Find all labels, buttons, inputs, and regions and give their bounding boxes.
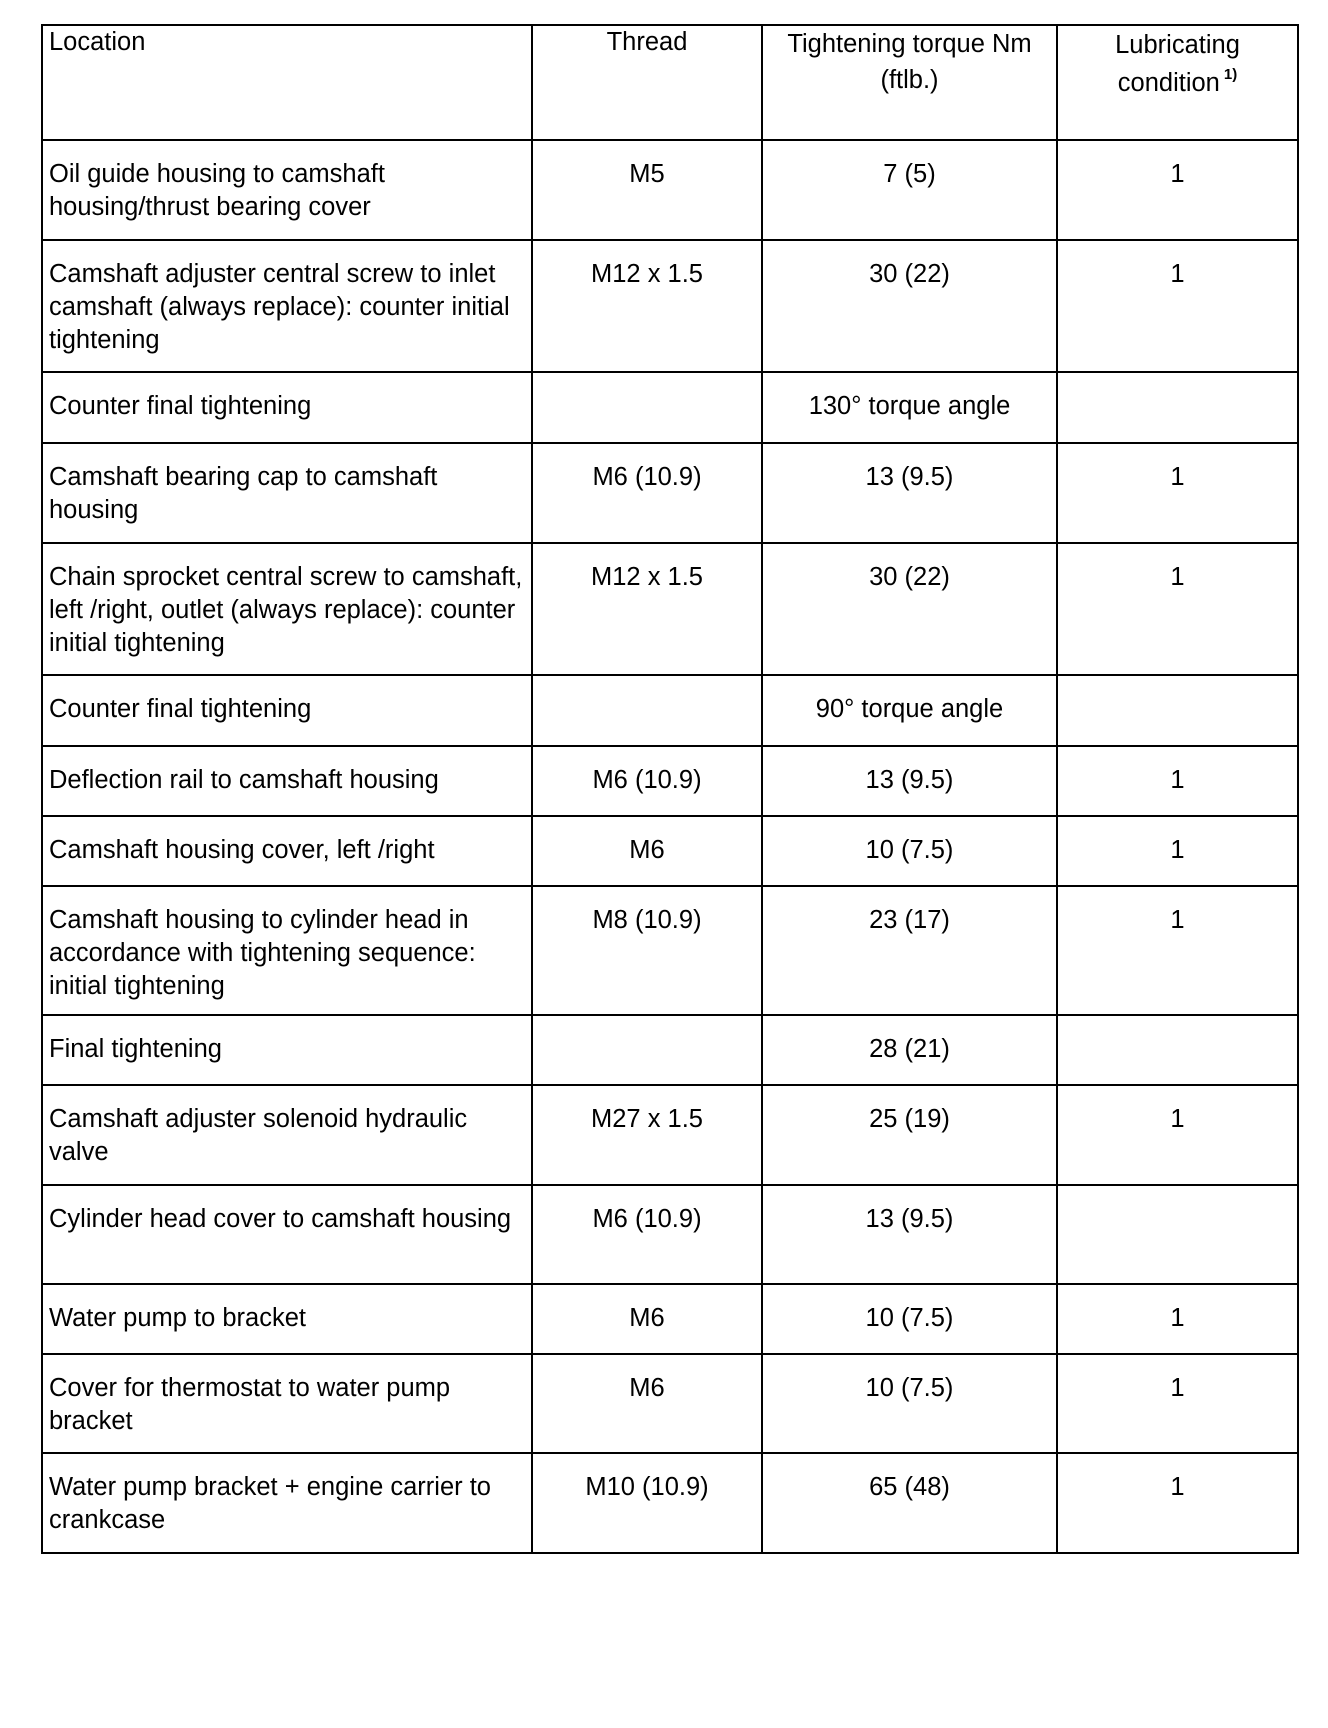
cell-torque: 13 (9.5) (762, 1185, 1057, 1284)
table-row (42, 675, 1298, 746)
cell-thread: M6 (532, 1354, 762, 1453)
cell-thread: M27 x 1.5 (532, 1085, 762, 1185)
cell-lubricating: 1 (1057, 1354, 1298, 1453)
cell-location: Final tightening (42, 1015, 532, 1085)
cell-location: Deflection rail to camshaft housing (42, 746, 532, 816)
cell-lubricating: 1 (1057, 140, 1298, 240)
cell-torque: 30 (22) (762, 543, 1057, 675)
cell-thread: M8 (10.9) (532, 886, 762, 1015)
cell-torque: 10 (7.5) (762, 1354, 1057, 1453)
cell-torque: 10 (7.5) (762, 1284, 1057, 1354)
cell-torque: 10 (7.5) (762, 816, 1057, 886)
cell-lubricating: 1 (1057, 816, 1298, 886)
table-row (42, 1354, 1298, 1453)
cell-torque: 90° torque angle (762, 675, 1057, 746)
cell-location: Counter final tightening (42, 675, 532, 746)
cell-lubricating (1057, 675, 1298, 746)
cell-lubricating: 1 (1057, 886, 1298, 1015)
cell-torque: 30 (22) (762, 240, 1057, 372)
cell-torque: 7 (5) (762, 140, 1057, 240)
cell-location: Camshaft housing cover, left /right (42, 816, 532, 886)
cell-thread (532, 372, 762, 443)
cell-location: Counter final tightening (42, 372, 532, 443)
cell-lubricating (1057, 1015, 1298, 1085)
cell-lubricating: 1 (1057, 240, 1298, 372)
cell-thread: M10 (10.9) (532, 1453, 762, 1553)
table-row (42, 1284, 1298, 1354)
torque-table (41, 24, 1299, 1554)
cell-torque: 65 (48) (762, 1453, 1057, 1553)
table-row (42, 1453, 1298, 1553)
cell-location: Camshaft housing to cylinder head in accordance with tightening sequence: initial tightening (42, 886, 532, 1015)
table-row (42, 443, 1298, 543)
cell-lubricating: 1 (1057, 1453, 1298, 1553)
cell-location: Cylinder head cover to camshaft housing (42, 1185, 532, 1284)
cell-thread: M6 (10.9) (532, 443, 762, 543)
cell-thread: M6 (10.9) (532, 1185, 762, 1284)
cell-torque: 13 (9.5) (762, 746, 1057, 816)
cell-location: Camshaft adjuster solenoid hydraulic valve (42, 1085, 532, 1185)
cell-lubricating: 1 (1057, 443, 1298, 543)
cell-thread: M12 x 1.5 (532, 543, 762, 675)
cell-thread (532, 1015, 762, 1085)
table-row (42, 1085, 1298, 1185)
cell-location: Water pump to bracket (42, 1284, 532, 1354)
table-row (42, 816, 1298, 886)
cell-location: Water pump bracket + engine carrier to crankcase (42, 1453, 532, 1553)
table-row (42, 1015, 1298, 1085)
table-row (42, 140, 1298, 240)
cell-lubricating: 1 (1057, 746, 1298, 816)
cell-thread: M6 (532, 816, 762, 886)
cell-lubricating: 1 (1057, 1284, 1298, 1354)
cell-thread (532, 675, 762, 746)
table-row (42, 240, 1298, 372)
cell-torque: 130° torque angle (762, 372, 1057, 443)
cell-lubricating (1057, 1185, 1298, 1284)
table-row (42, 886, 1298, 1015)
header-row (42, 25, 1298, 140)
cell-location: Cover for thermostat to water pump bracket (42, 1354, 532, 1453)
cell-lubricating: 1 (1057, 543, 1298, 675)
cell-location: Camshaft adjuster central screw to inlet camshaft (always replace): counter initial tightening (42, 240, 532, 372)
cell-thread: M6 (532, 1284, 762, 1354)
header-torque: Tightening torque Nm (ftlb.) (762, 25, 1057, 140)
table-row (42, 746, 1298, 816)
table-row (42, 372, 1298, 443)
footnote-marker: 1) (1223, 66, 1238, 83)
table-row (42, 1185, 1298, 1284)
cell-torque: 23 (17) (762, 886, 1057, 1015)
cell-lubricating (1057, 372, 1298, 443)
cell-thread: M6 (10.9) (532, 746, 762, 816)
table-row (42, 543, 1298, 675)
cell-torque: 25 (19) (762, 1085, 1057, 1185)
cell-location: Chain sprocket central screw to camshaft, left /right, outlet (always replace): counter initial tightening (42, 543, 532, 675)
cell-thread: M12 x 1.5 (532, 240, 762, 372)
header-thread: Thread (532, 25, 762, 140)
cell-torque: 28 (21) (762, 1015, 1057, 1085)
cell-location: Camshaft bearing cap to camshaft housing (42, 443, 532, 543)
cell-torque: 13 (9.5) (762, 443, 1057, 543)
cell-location: Oil guide housing to camshaft housing/thrust bearing cover (42, 140, 532, 240)
header-location: Location (42, 25, 532, 140)
cell-lubricating: 1 (1057, 1085, 1298, 1185)
header-lubricating: Lubricating condition $^{1)}$ (1057, 25, 1298, 140)
cell-thread: M5 (532, 140, 762, 240)
